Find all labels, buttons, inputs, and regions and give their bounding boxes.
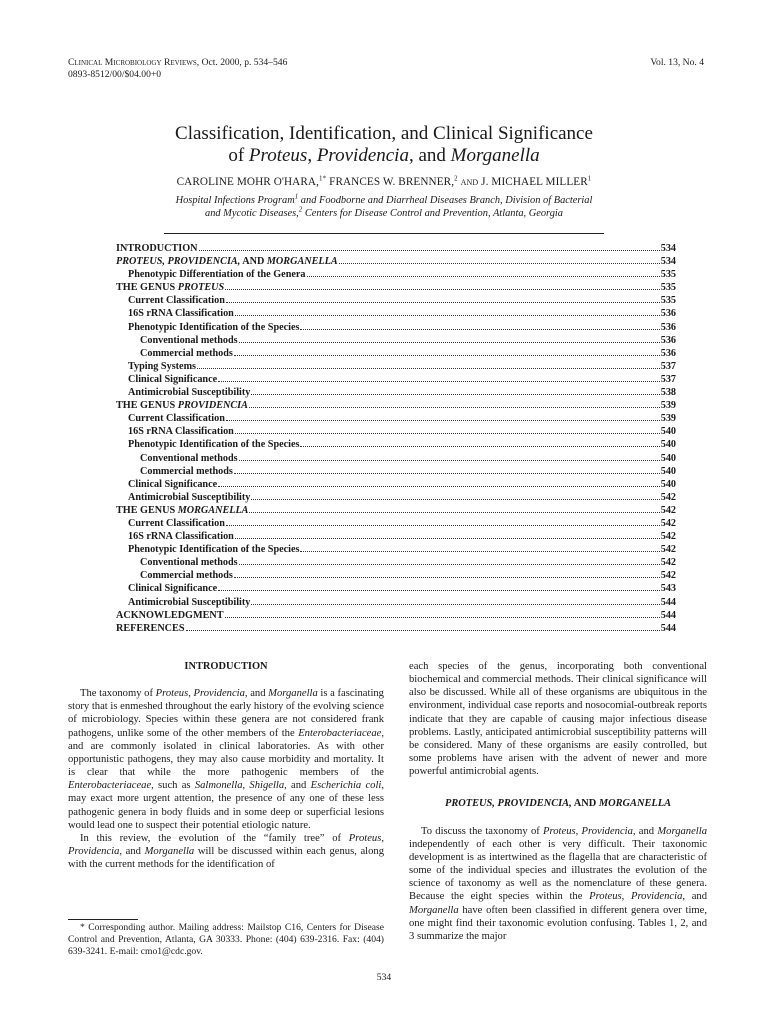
toc-entry[interactable]: Conventional methods 542	[140, 557, 676, 569]
running-header	[68, 57, 287, 81]
volume-issue: Vol. 13, No. 4	[650, 57, 704, 68]
table-of-contents	[116, 243, 676, 636]
toc-entry[interactable]: ACKNOWLEDGMENT 544	[116, 609, 676, 621]
title-line-1: Classification, Identification, and Clinical Significance	[175, 123, 593, 144]
toc-entry[interactable]: Commercial methods 542	[140, 570, 676, 582]
toc-entry[interactable]: THE GENUS PROTEUS 535	[116, 282, 676, 294]
toc-entry[interactable]: Phenotypic Identification of the Species 542	[128, 544, 676, 556]
title-line-2: of Proteus, Providencia, and Morganella	[228, 145, 540, 166]
journal-name: Clinical Microbiology Reviews	[68, 57, 197, 68]
intro-paragraph-continued: each species of the genus, incorporating both conventional biochemical and commercial methods. Their clinical significance will also be discussed. While all of these organisms are ubiquitous in the environment, individual case reports and nosocomial-outbreak reports indicate that they are capable of causing major infectious disease problems. Lastly, anticipated antimicrobial susceptibility patterns will be considered. Many of these organisms are easily controlled, but some problems have arisen with the advent of newer and more powerful antimicrobial agents.	[409, 661, 707, 778]
affiliations: Hospital Infections Program$^1$ and Foodborne and Diarrheal Diseases Branch, Division of Bacterial and Mycotic Diseases,$^2$ Centers for Disease Control and Prevention, Atlanta, Georgia	[175, 192, 593, 219]
right-column	[409, 660, 707, 943]
section-heading-introduction: INTRODUCTION	[184, 661, 268, 672]
toc-entry[interactable]: 16S rRNA Classification 536	[128, 308, 676, 320]
intro-paragraph-2: In this review, the evolution of the “family tree” of Proteus, Providencia, and Morganella will be discussed within each genus, along with the current methods for the identification of	[68, 832, 384, 871]
toc-entry[interactable]: Conventional methods 536	[140, 334, 676, 346]
toc-entry[interactable]: Current Classification 535	[128, 295, 676, 307]
toc-entry[interactable]: Current Classification 542	[128, 517, 676, 529]
toc-entry[interactable]: Clinical Significance 543	[128, 583, 676, 595]
toc-entry[interactable]: Commercial methods 536	[140, 347, 676, 359]
toc-entry[interactable]: Clinical Significance 537	[128, 373, 676, 385]
toc-entry[interactable]: Antimicrobial Susceptibility 538	[128, 387, 676, 399]
toc-entry[interactable]: THE GENUS MORGANELLA 542	[116, 504, 676, 516]
toc-entry[interactable]: Phenotypic Identification of the Species 540	[128, 439, 676, 451]
toc-entry[interactable]: 16S rRNA Classification 540	[128, 426, 676, 438]
section-heading-genera: PROTEUS, PROVIDENCIA, AND MORGANELLA	[444, 798, 672, 810]
left-column	[68, 660, 384, 871]
corresponding-author-footnote: * Corresponding author. Mailing address: Mailstop C16, Centers for Disease Control and Prevention, Atlanta, GA 30333. Phone: (404) 639-2316. Fax: (404) 639-3241. E-mail: cmo1@cdc.gov.	[68, 922, 384, 957]
toc-entry[interactable]: Commercial methods 540	[140, 465, 676, 477]
toc-entry[interactable]: Antimicrobial Susceptibility 542	[128, 491, 676, 503]
toc-entry[interactable]: Antimicrobial Susceptibility 544	[128, 596, 676, 608]
page-number: 534	[376, 972, 392, 983]
toc-entry[interactable]: Conventional methods 540	[140, 452, 676, 464]
intro-paragraph-1: The taxonomy of Proteus, Providencia, and Morganella is a fascinating story that is enmeshed throughout the early history of the evolving science of microbiology. Species within these genera are not considered frank pathogens, unlike some of the other members of the Enterobacteriaceae, and are commonly isolated in clinical laboratories. As with other opportunistic pathogens, they may also cause morbidity and mortality. It is clear that while the more pathogenic members of the Enterobacteriaceae, such as Salmonella, Shigella, and Escherichia coli, may exact more urgent attention, the presence of any one of these less pathogenic genera in body fluids and in some deep or superficial lesions would lead one to suspect their potential etiologic nature.	[68, 688, 385, 831]
footnote-rule	[68, 919, 138, 920]
article-title	[0, 123, 768, 167]
toc-entry[interactable]: PROTEUS, PROVIDENCIA, AND MORGANELLA 534	[116, 256, 676, 268]
genera-paragraph-1: To discuss the taxonomy of Proteus, Providencia, and Morganella independently of each other is very difficult. Their taxonomic development is as intertwined as the flagella that are characteristic of some of the individual species and illustrates the evolution of the science of taxonomy as well as the nomenclature of these genera. Because the eight species within the Proteus, Providencia, and Morganella have often been classified in different genera over time, one might find their taxonomic evolution confusing. Tables 1, 2, and 3 summarize the major	[409, 825, 707, 942]
author-list: CAROLINE MOHR O'HARA,$^{1*}$ FRANCES W. BRENNER,$^2$ and J. MICHAEL MILLER$^1$	[176, 174, 592, 188]
toc-entry[interactable]: Typing Systems 537	[128, 360, 676, 372]
toc-entry[interactable]: INTRODUCTION 534	[116, 243, 676, 254]
toc-entry[interactable]: Current Classification 539	[128, 413, 676, 425]
toc-entry[interactable]: THE GENUS PROVIDENCIA 539	[116, 400, 676, 412]
toc-entry[interactable]: Phenotypic Identification of the Species 536	[128, 321, 676, 333]
issue-date-pages: , Oct. 2000, p. 534–546	[196, 57, 288, 68]
title-divider	[164, 233, 604, 234]
toc-entry[interactable]: REFERENCES 544	[116, 622, 676, 634]
toc-entry[interactable]: Phenotypic Differentiation of the Genera 535	[128, 269, 676, 281]
toc-entry[interactable]: Clinical Significance 540	[128, 478, 676, 490]
toc-entry[interactable]: 16S rRNA Classification 542	[128, 531, 676, 543]
issn-line: 0893-8512/00/$04.00+0	[68, 69, 162, 80]
